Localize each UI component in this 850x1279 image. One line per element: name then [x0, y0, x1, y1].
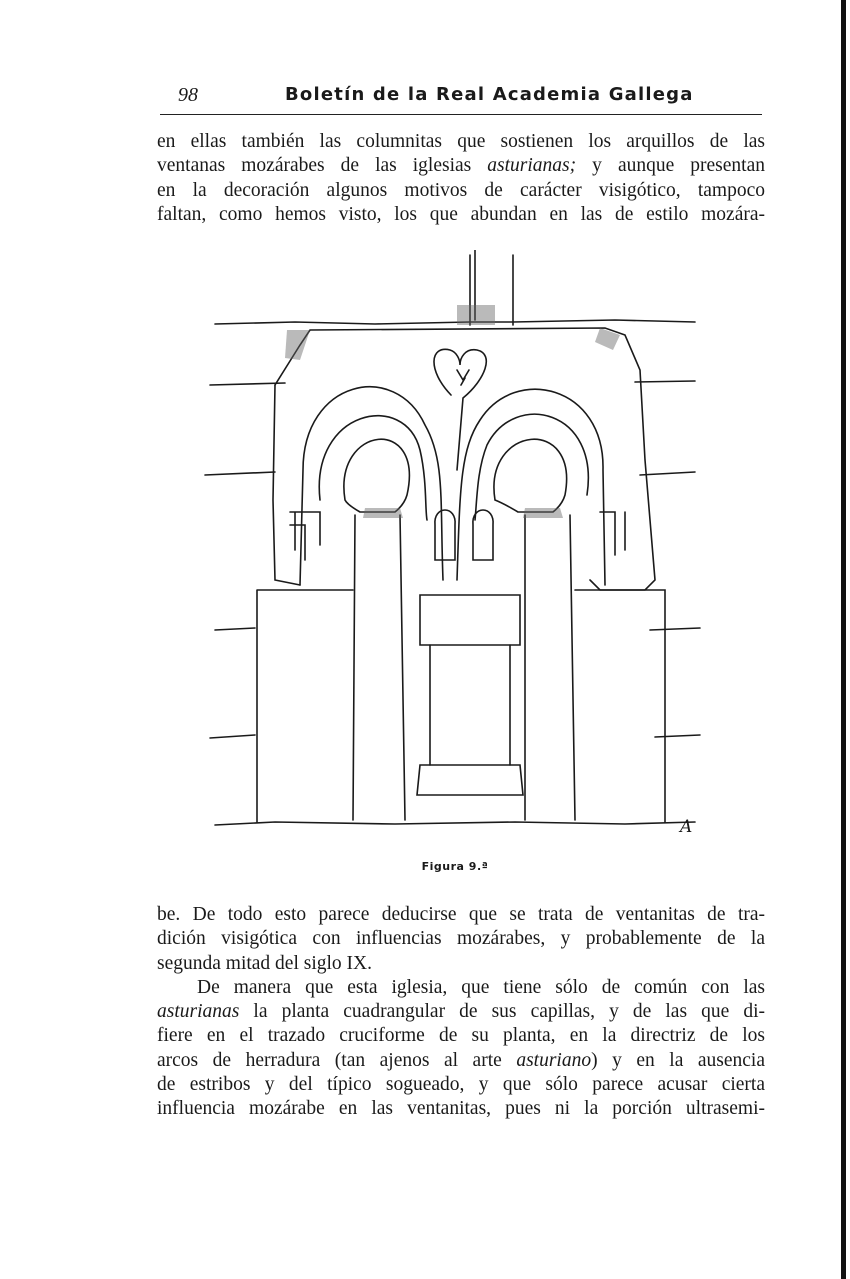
- italic-term: asturianas;: [487, 155, 577, 177]
- keyhole-left: [435, 510, 455, 560]
- text-line: de estribos y del típico sogueado, y que sólo parece acusar cierta: [157, 1074, 765, 1096]
- stone-course-line: [205, 472, 695, 475]
- figure-window-drawing: [195, 250, 715, 850]
- text-line: segunda mitad del siglo IX.: [157, 952, 373, 974]
- left-arch-opening: [344, 439, 409, 512]
- fret-incision-left: [290, 512, 320, 560]
- window-illustration: [195, 250, 715, 850]
- text-line: be. De todo esto parece deducirse que se trata de ventanitas de tra-: [157, 904, 765, 925]
- window-block-outline: [273, 385, 300, 585]
- mortar-shading: [523, 508, 563, 518]
- mortar-shading: [457, 305, 495, 325]
- heart-motif: [434, 349, 486, 470]
- stone-course-line: [215, 320, 695, 324]
- page-number: 98: [178, 84, 198, 106]
- text-line: ventanas mozárabes de las iglesias asturianas; y aunque presentan: [157, 155, 765, 177]
- left-light-opening: [353, 515, 405, 820]
- text-line: dición visigótica con influencias mozárabes, y probablemente de la: [157, 928, 765, 950]
- stone-course-line: [215, 628, 700, 630]
- right-arch-outer: [457, 389, 605, 585]
- text-line: influencia mozárabe en las ventanitas, pues ni la porción ultrasemi-: [157, 1098, 765, 1120]
- text-line: en la decoración algunos motivos de carácter visigótico, tampoco: [157, 179, 765, 201]
- text-line: asturianas la planta cuadrangular de sus capillas, y de las que di-: [157, 1001, 765, 1023]
- body-paragraph-top: [157, 130, 765, 227]
- body-paragraph-bottom: [157, 903, 765, 1122]
- artist-monogram: A: [680, 817, 693, 837]
- right-light-opening: [525, 515, 575, 820]
- stone-course-line: [215, 822, 695, 825]
- column-base: [417, 765, 523, 795]
- left-jamb: [257, 590, 353, 822]
- right-arch-opening: [494, 439, 567, 512]
- italic-term: asturiano: [516, 1049, 592, 1071]
- italic-term: asturianas: [157, 1001, 240, 1023]
- running-title: Boletín de la Real Academia Gallega: [285, 84, 694, 105]
- header-rule: [160, 114, 762, 115]
- column-capital: [420, 595, 520, 645]
- right-jamb: [575, 590, 665, 822]
- text-line: en ellas también las columnitas que sostienen los arquillos de las: [157, 131, 765, 152]
- text-line: De manera que esta iglesia, que tiene sólo de común con las: [197, 976, 765, 998]
- text-line: faltan, como hemos visto, los que abundan en las de estilo mozára-: [157, 203, 765, 225]
- figure-caption: Figura 9.ª: [421, 860, 489, 873]
- mortar-shading: [285, 330, 310, 360]
- right-arch-band: [475, 414, 588, 520]
- stone-course-line: [210, 735, 700, 738]
- text-line: arcos de herradura (tan ajenos al arte asturiano) y en la ausencia: [157, 1049, 765, 1071]
- stone-course-line: [210, 381, 695, 385]
- page-edge-bar: [841, 0, 846, 1279]
- left-arch-band: [319, 416, 427, 520]
- heart-inner-mark: [457, 370, 469, 385]
- mortar-shading: [363, 508, 403, 518]
- page-header: [160, 84, 762, 112]
- column-shaft: [430, 645, 510, 765]
- text-line: fiere en el trazado cruciforme de su planta, en la directriz de los: [157, 1025, 765, 1047]
